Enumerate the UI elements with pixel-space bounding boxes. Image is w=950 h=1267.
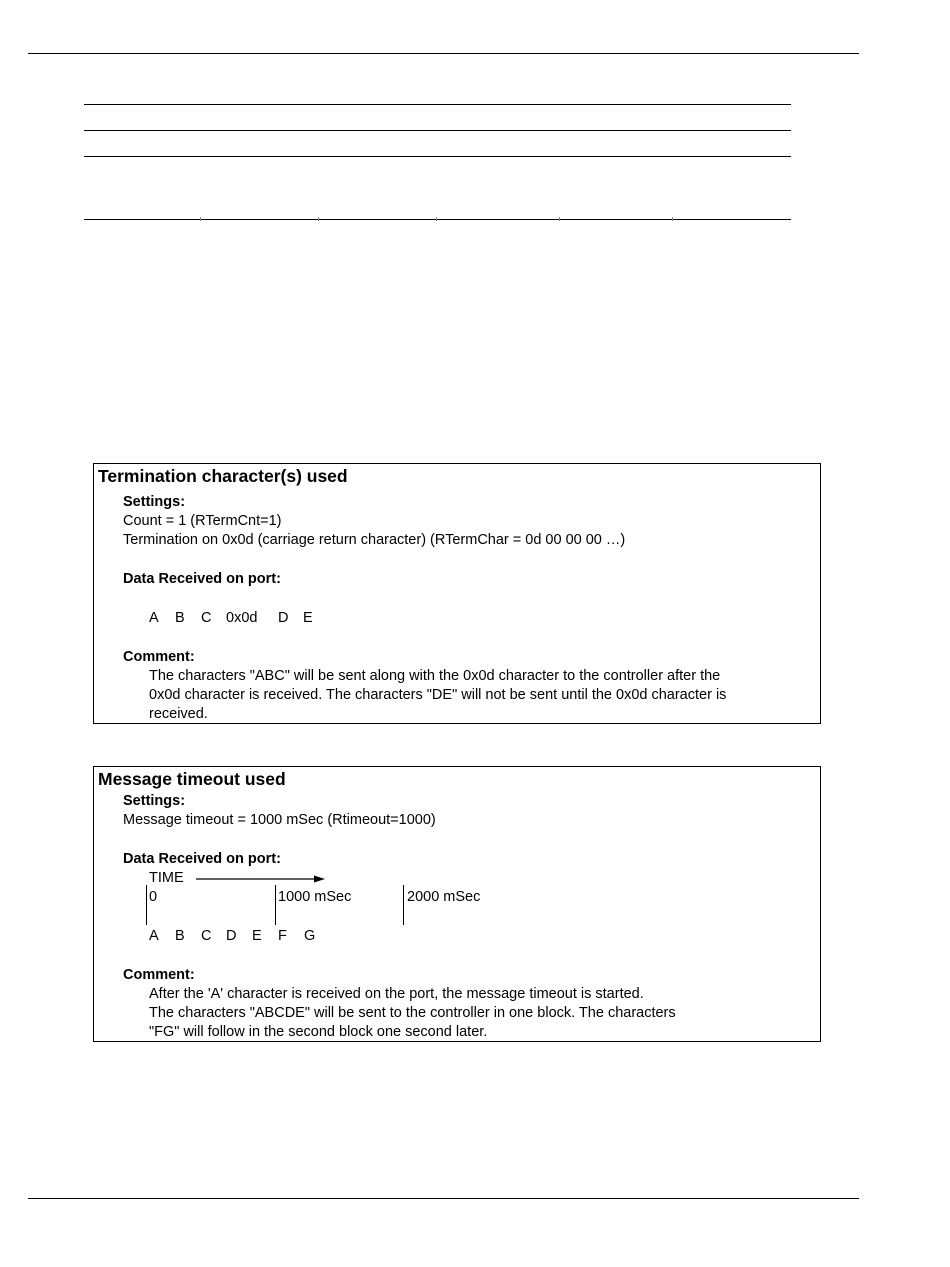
data-char: E: [303, 610, 313, 626]
page-header-rule: [28, 53, 859, 54]
settings-line: Count = 1 (RTermCnt=1): [123, 513, 282, 529]
table-rule: [84, 219, 791, 220]
termination-example-box: [93, 463, 821, 724]
data-char: G: [304, 928, 316, 944]
data-char: D: [226, 928, 237, 944]
box-title: Message timeout used: [98, 769, 286, 789]
table-column-tick: [672, 217, 673, 221]
table-rule: [84, 130, 791, 131]
box-title: Termination character(s) used: [98, 466, 348, 486]
comment-line: The characters "ABCDE" will be sent to the controller in one block. The characters: [149, 1005, 676, 1021]
data-char: A: [149, 928, 159, 944]
table-column-tick: [559, 217, 560, 221]
time-marker-line: [275, 885, 276, 925]
time-label: TIME: [149, 870, 184, 886]
time-arrow-icon: [196, 873, 326, 885]
time-marker-line: [146, 885, 147, 925]
table-column-tick: [318, 217, 319, 221]
time-marker-label: 1000 mSec: [278, 889, 352, 905]
data-char: C: [201, 610, 212, 626]
settings-heading: Settings:: [123, 494, 186, 510]
timeout-example-box: [93, 766, 821, 1042]
settings-line: Termination on 0x0d (carriage return character) (RTermChar = 0d 00 00 00 …): [123, 532, 626, 548]
settings-line: Message timeout = 1000 mSec (Rtimeout=1000): [123, 812, 436, 828]
data-heading: Data Received on port:: [123, 571, 281, 587]
data-char: A: [149, 610, 159, 626]
comment-line: 0x0d character is received. The characters "DE" will not be sent until the 0x0d character is: [149, 687, 727, 703]
table-rule: [84, 104, 791, 105]
data-char: D: [278, 610, 289, 626]
data-char: 0x0d: [226, 610, 258, 626]
data-char: E: [252, 928, 262, 944]
page-footer-rule: [28, 1198, 859, 1199]
comment-heading: Comment:: [123, 967, 195, 983]
comment-line: The characters "ABC" will be sent along with the 0x0d character to the controller after the: [149, 668, 721, 684]
settings-heading: Settings:: [123, 793, 186, 809]
time-marker-label: 2000 mSec: [407, 889, 481, 905]
table-rule: [84, 156, 791, 157]
comment-line: "FG" will follow in the second block one second later.: [149, 1024, 488, 1040]
table-column-tick: [200, 217, 201, 221]
data-char: B: [175, 928, 185, 944]
data-char: B: [175, 610, 185, 626]
data-char: F: [278, 928, 287, 944]
comment-line: received.: [149, 706, 208, 722]
data-char: C: [201, 928, 212, 944]
comment-line: After the 'A' character is received on the port, the message timeout is started.: [149, 986, 644, 1002]
data-heading: Data Received on port:: [123, 851, 281, 867]
table-column-tick: [436, 217, 437, 221]
time-marker-line: [403, 885, 404, 925]
comment-heading: Comment:: [123, 649, 195, 665]
time-marker-label: 0: [149, 889, 158, 905]
